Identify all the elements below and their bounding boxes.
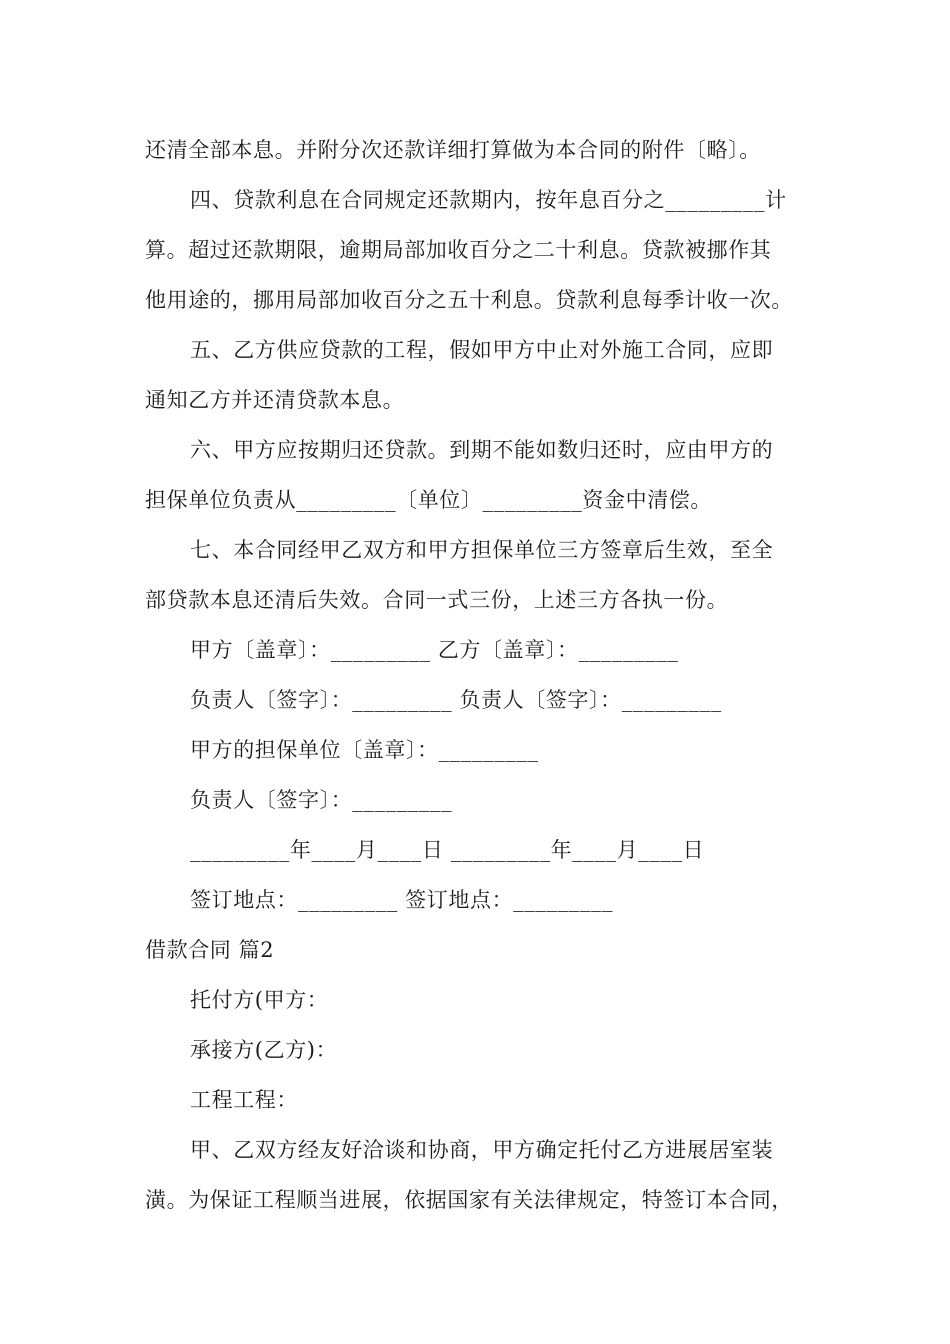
paragraph-line: 通知乙方并还清贷款本息。 — [145, 388, 405, 412]
signature-line-guarantor: 甲方的担保单位〔盖章〕：_________ — [190, 738, 539, 762]
paragraph-line: 部贷款本息还清后失效。合同一式三份，上述三方各执一份。 — [145, 588, 729, 612]
party-a-line: 托付方(甲方： — [190, 988, 329, 1012]
signature-line-responsible: 负责人〔签字〕：_________ 负责人〔签字〕：_________ — [190, 688, 722, 712]
paragraph-line: 甲、乙双方经友好洽谈和协商，甲方确定托付乙方进展居室装 — [190, 1138, 774, 1162]
paragraph-line: 算。超过还款期限，逾期局部加收百分之二十利息。贷款被挪作其 — [145, 238, 772, 262]
paragraph-line: 他用途的，挪用局部加收百分之五十利息。贷款利息每季计收一次。 — [145, 288, 793, 312]
party-b-line: 承接方(乙方)： — [190, 1038, 338, 1062]
paragraph-line: 潢。为保证工程顺当进展，依据国家有关法律规定，特签订本合同， — [145, 1188, 793, 1212]
clause-four-line: 四、贷款利息在合同规定还款期内，按年息百分之_________计 — [190, 188, 787, 212]
signature-line-guarantor-responsible: 负责人〔签字〕：_________ — [190, 788, 453, 812]
project-line: 工程工程： — [190, 1088, 298, 1112]
date-line: _________年____月____日 _________年____月____日 — [190, 838, 705, 862]
paragraph-line: 担保单位负责从_________〔单位〕_________资金中清偿。 — [145, 488, 712, 512]
paragraph-line: 还清全部本息。并附分次还款详细打算做为本合同的附件〔略〕。 — [145, 138, 761, 162]
clause-seven-line: 七、本合同经甲乙双方和甲方担保单位三方签章后生效，至全 — [190, 538, 774, 562]
section-heading: 借款合同 篇2 — [145, 938, 275, 962]
signing-place-line: 签订地点：_________ 签订地点：_________ — [190, 888, 614, 912]
clause-five-line: 五、乙方供应贷款的工程，假如甲方中止对外施工合同，应即 — [190, 338, 774, 362]
clause-six-line: 六、甲方应按期归还贷款。到期不能如数归还时，应由甲方的 — [190, 438, 774, 462]
signature-line-party-a-b: 甲方〔盖章〕：_________ 乙方〔盖章〕：_________ — [190, 638, 679, 662]
